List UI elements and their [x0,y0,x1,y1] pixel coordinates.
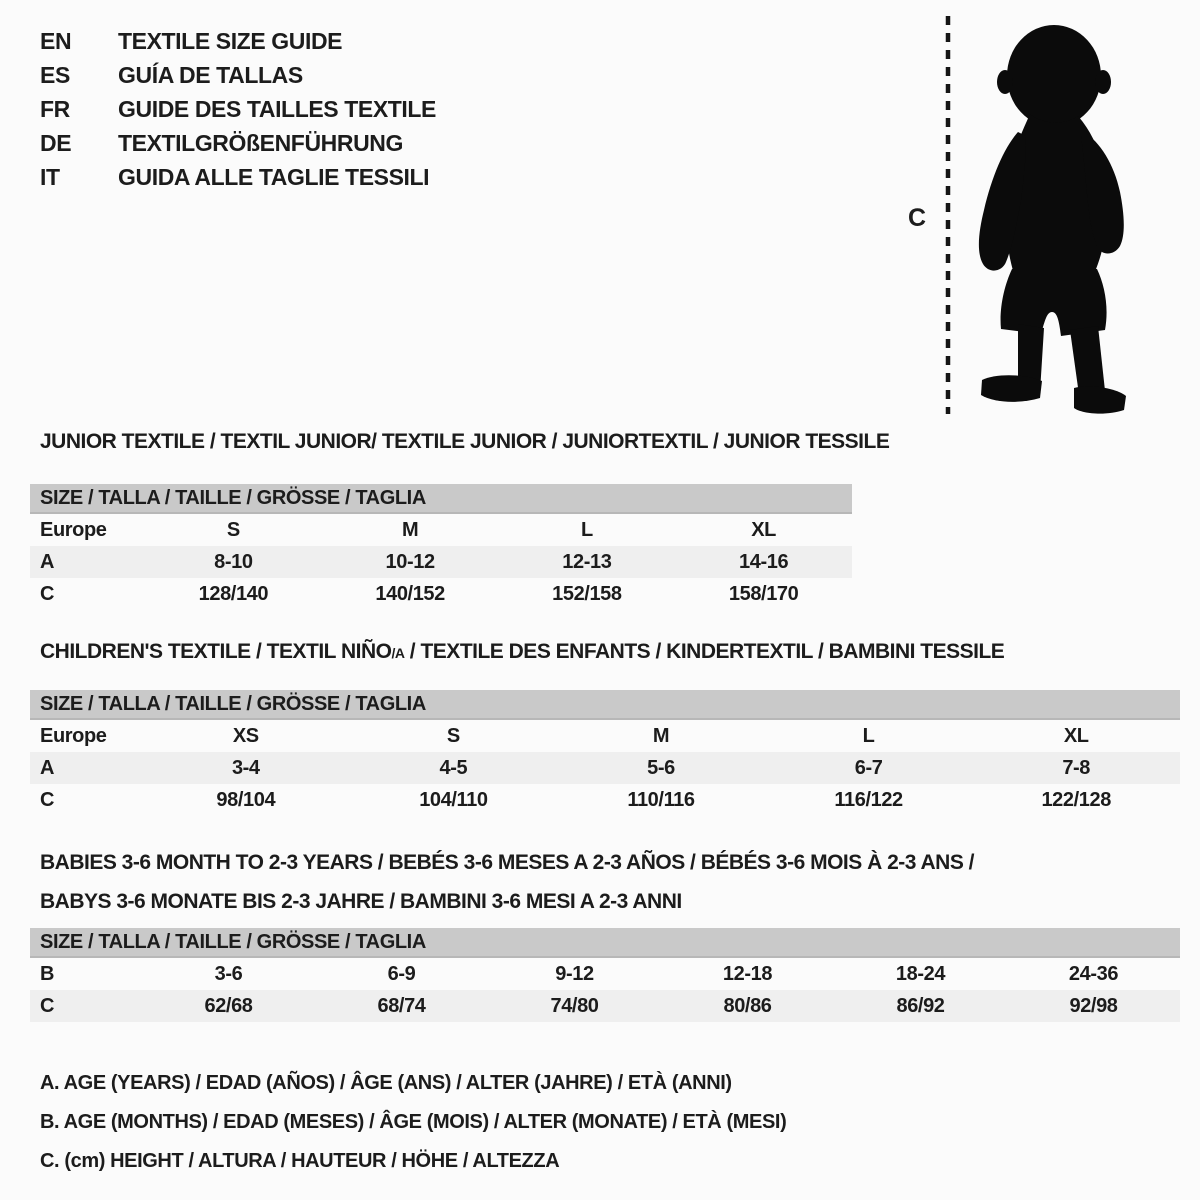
title-subscript: /A [391,645,405,661]
language-code: ES [40,61,70,88]
size-header-band: SIZE / TALLA / TAILLE / GRÖSSE / TAGLIA [30,928,1180,958]
language-label: TEXTILE SIZE GUIDE [118,27,343,54]
value-cell: 116/122 [834,788,903,811]
babies-section-title [40,843,974,921]
value-cell: 24-36 [1068,962,1119,985]
size-cell: XS [232,724,259,747]
title-text: CHILDREN'S TEXTILE / TEXTIL NIÑO [40,640,392,663]
babies-title-line2: BABYS 3-6 MONATE BIS 2-3 JAHRE / BAMBINI 3-6 MESI A 2-3 ANNI [40,890,682,913]
measure-legend [40,1064,786,1181]
legend-line-b: B. AGE (MONTHS) / EDAD (MESES) / ÂGE (MOIS) / ALTER (MONATE) / ETÀ (MESI) [40,1111,787,1133]
junior-section-title: JUNIOR TEXTILE / TEXTIL JUNIOR/ TEXTILE JUNIOR / JUNIORTEXTIL / JUNIOR TESSILE [40,430,890,453]
value-cell: 3-6 [214,962,243,985]
babies-size-table [30,928,1180,1022]
language-row-it [40,160,436,194]
table-row-c [30,784,1180,816]
value-cell: 158/170 [728,582,799,605]
value-cell: 62/68 [204,994,253,1017]
language-row-de [40,126,436,160]
value-cell: 8-10 [214,550,253,573]
row-label: Europe [40,724,107,747]
language-code: FR [40,95,70,122]
language-code: IT [40,163,60,190]
children-section-title [40,640,1004,664]
table-row-a [30,752,1180,784]
legend-line-c: C. (cm) HEIGHT / ALTURA / HAUTEUR / HÖHE / ALTEZZA [40,1150,560,1172]
language-list [40,24,436,194]
value-cell: 122/128 [1041,788,1111,811]
table-row-c [30,990,1180,1022]
value-cell: 10-12 [385,550,435,573]
size-header-band: SIZE / TALLA / TAILLE / GRÖSSE / TAGLIA [30,484,852,514]
value-cell: 80/86 [723,994,772,1017]
language-label: TEXTILGRÖßENFÜHRUNG [118,129,403,156]
value-cell: 7-8 [1062,756,1091,779]
size-cell: S [446,724,460,747]
language-label: GUIDE DES TAILLES TEXTILE [118,95,436,122]
size-cell: XL [1063,724,1089,747]
value-cell: 9-12 [555,962,594,985]
value-cell: 14-16 [739,550,789,573]
size-cell: XL [751,518,776,541]
title-text: / TEXTILE DES ENFANTS / KINDERTEXTIL / BAMBINI TESSILE [404,640,1005,663]
size-header-band: SIZE / TALLA / TAILLE / GRÖSSE / TAGLIA [30,690,1180,720]
junior-size-table [30,484,852,610]
value-cell: 104/110 [419,788,488,811]
value-cell: 110/116 [627,788,695,811]
row-label: C [40,582,55,605]
table-row-c [30,578,852,610]
value-cell: 12-18 [722,962,773,985]
row-label: B [40,962,55,985]
value-cell: 68/74 [377,994,426,1017]
language-code: EN [40,27,72,54]
value-cell: 12-13 [562,550,612,573]
size-cell: S [226,518,240,541]
row-label: C [40,994,55,1017]
children-size-table [30,690,1180,816]
size-cell: L [862,724,875,747]
value-cell: 128/140 [198,582,269,605]
table-row-b [30,958,1180,990]
value-cell: 18-24 [895,962,946,985]
height-dashed-line [944,14,952,416]
value-cell: 92/98 [1069,994,1118,1017]
language-label: GUÍA DE TALLAS [118,61,303,88]
size-cell: M [652,724,670,747]
row-label: Europe [40,518,107,541]
row-label: C [40,788,55,811]
table-row-europe [30,514,852,546]
value-cell: 74/80 [550,994,599,1017]
value-cell: 98/104 [216,788,276,811]
value-cell: 6-7 [854,756,883,779]
value-cell: 5-6 [647,756,675,779]
value-cell: 4-5 [439,756,468,779]
size-cell: L [580,518,593,541]
table-row-europe [30,720,1180,752]
language-row-en [40,24,436,58]
value-cell: 6-9 [387,962,416,985]
row-label: A [40,550,55,573]
value-cell: 140/152 [375,582,445,605]
toddler-silhouette-icon [968,22,1140,420]
language-row-fr [40,92,436,126]
row-label: A [40,756,55,779]
size-cell: M [401,518,419,541]
height-measure-label: C [908,204,927,232]
babies-title-line1: BABIES 3-6 MONTH TO 2-3 YEARS / BEBÉS 3-6 MESES A 2-3 AÑOS / BÉBÉS 3-6 MOIS À 2-3 ANS / [40,851,975,874]
value-cell: 3-4 [231,756,260,779]
value-cell: 152/158 [552,582,622,605]
language-label: GUIDA ALLE TAGLIE TESSILI [118,163,430,190]
value-cell: 86/92 [896,994,945,1017]
language-code: DE [40,129,72,156]
legend-line-a: A. AGE (YEARS) / EDAD (AÑOS) / ÂGE (ANS) / ALTER (JAHRE) / ETÀ (ANNI) [40,1072,732,1094]
language-row-es [40,58,436,92]
table-row-a [30,546,852,578]
